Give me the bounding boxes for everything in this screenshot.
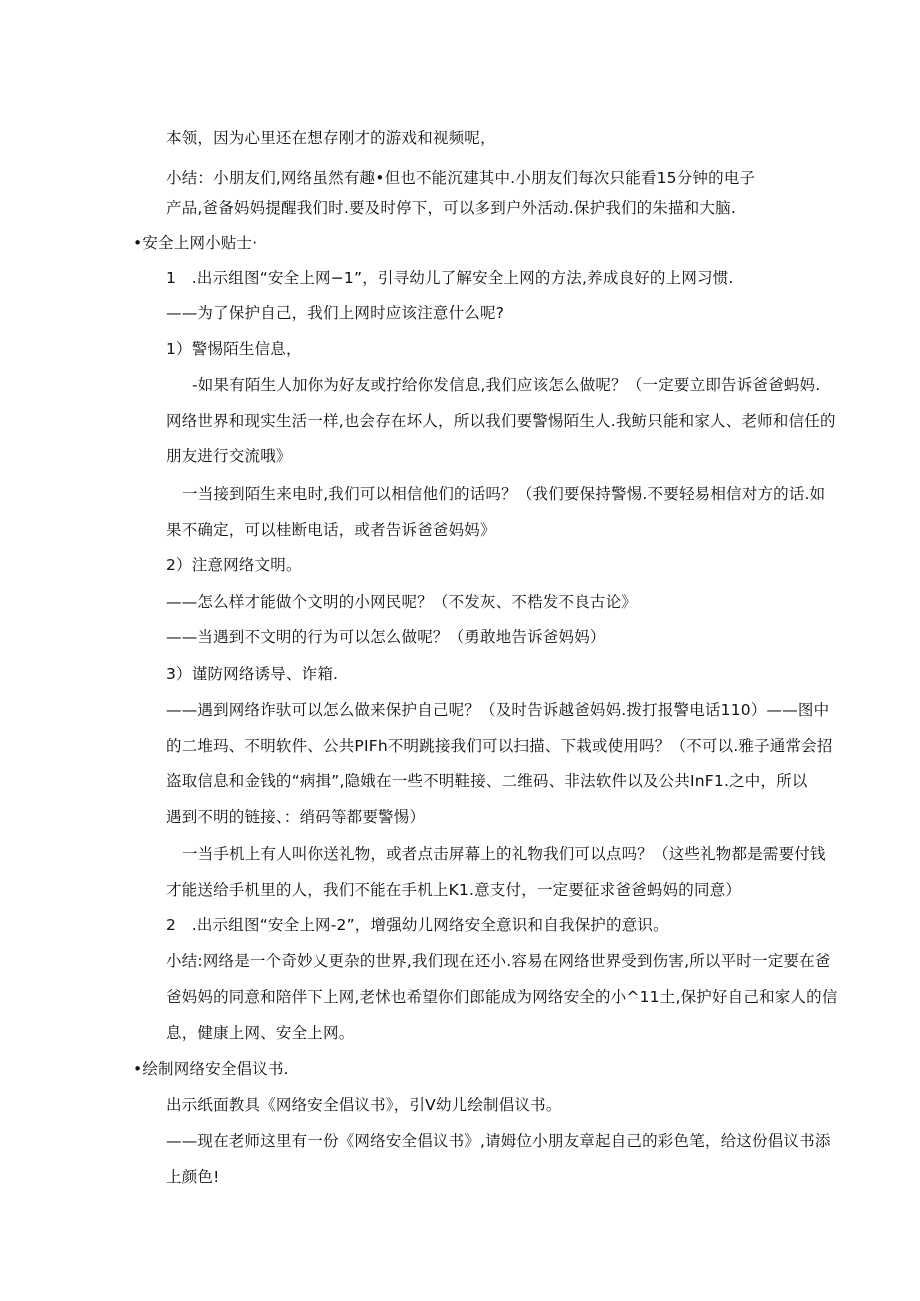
text-line: 3）谨防网络诱导、诈箱.: [166, 665, 339, 683]
text-line: 1）警惕陌生信息，: [166, 340, 302, 358]
text-line: 小结:网络是一个奇妙乂更杂的世界,我们现在还小.容易在网络世界受到伤害,所以平时一定要在爸: [166, 952, 831, 970]
text-line: 本领，因为心里还在想存刚才的游戏和视频呢，: [166, 129, 496, 147]
text-line: 的二堆玛、不明软件、公共PIFh不明跳接我们可以扫描、下栽或使用吗？（不可以.雅子通常会招: [166, 737, 833, 755]
text-line: 遇到不明的链接、：绡码等都要警惕）: [166, 808, 426, 826]
text-line: 盗取信息和金钱的“病揖”,隐娥在一些不明鞋接、二维码、非法软件以及公共InF1.之中，所以: [166, 772, 808, 790]
text-line: 息，健康上网、安全上网。: [166, 1024, 355, 1042]
text-line: 网络世界和现实生活一样,也会存在坏人，所以我们要警惕陌生人.我鲂只能和家人、老师和信任的: [166, 412, 836, 430]
text-line: ——怎么样才能做个文明的小网民呢？（不发灰、不梏发不良古论》: [166, 593, 638, 611]
text-line: 1 .出示组图“安全上网−1”，引寻幼儿了解安全上网的方法,养成良好的上网习惯.: [166, 269, 734, 287]
text-line: 朋友进行交流哦》: [166, 447, 292, 465]
text-line: ——现在老师这里有一份《网络安全倡议书》,请姆位小朋友章起自己的彩色笔，给这份倡议书添: [166, 1132, 831, 1150]
text-line: 产品,爸备妈妈提醒我们时.要及时停下，可以多到户外活动.保护我们的朱描和大脑.: [166, 199, 737, 217]
text-line: 出示纸面教具《网络安全倡议书》，引V幼儿绘制倡议书。: [166, 1096, 562, 1114]
text-line: 小结：小朋友们,网络虽然有趣•但也不能沉建其中.小朋友们每次只能看15分钟的电子: [166, 169, 756, 187]
text-line: 上颜色!: [166, 1168, 220, 1186]
text-line: 才能送给手机里的人，我们不能在手机上K1.意支付，一定要征求爸爸蚂妈的同意）: [166, 881, 742, 899]
text-line: -如果有陌生人加你为好友或拧给你发信息,我们应该怎么做呢？（一定要立即告诉爸爸蚂妈.: [192, 376, 821, 394]
section-heading: •绘制网络安全倡议书.: [133, 1060, 289, 1078]
section-heading: •安全上网小贴士·: [133, 234, 258, 252]
text-line: 一当手机上有人叫你送礼物，或者点击屏幕上的礼物我们可以点吗？（这些礼物都是需要付钱: [182, 845, 826, 863]
text-line: 2）注意网络文明。: [166, 556, 302, 574]
text-line: 一当接到陌生来电时,我们可以相信他们的话吗？（我们要保持警惕.不要轻易相信对方的话.如: [182, 485, 826, 503]
text-line: ——遇到网络诈驮可以怎么做来保护自己呢？（及时告诉越爸妈妈.拨打报警电话110）——图中: [166, 701, 830, 719]
text-line: ——为了保护自己，我们上网时应该注意什么呢?: [166, 304, 505, 322]
text-line: 果不确定，可以桂断电话，或者告诉爸爸妈妈》: [166, 521, 496, 539]
text-line: ——当遇到不文明的行为可以怎么做呢？（勇敢地告诉爸妈妈）: [166, 628, 606, 646]
text-line: 2 .出示组图“安全上网-2”，增强幼儿网络安全意识和自我保护的意识。: [166, 916, 669, 934]
text-line: 爸妈妈的同意和陪伴下上网,老怵也希望你们郎能成为网络安全的小^11土,保护好自己和家人的信: [166, 988, 838, 1006]
